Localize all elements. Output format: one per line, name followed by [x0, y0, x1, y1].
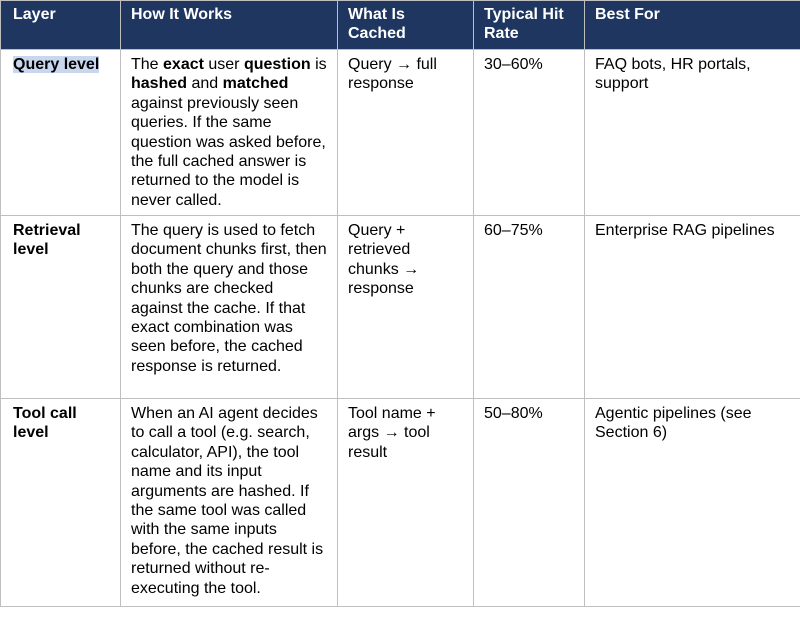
text-run: is	[310, 56, 327, 73]
what-is-cached-cell: Query + retrieved chunks → response	[338, 216, 474, 399]
table-row	[1, 216, 800, 399]
hit-rate-cell: 60–75%	[474, 216, 585, 399]
table-header-row	[1, 1, 800, 50]
how-it-works-cell	[121, 50, 338, 216]
text-run: against previously seen queries. If the same question was asked before, the full cached answer is returned to the model is never called.	[131, 94, 326, 209]
bold-text-run: question	[243, 56, 311, 73]
table-row	[1, 50, 800, 216]
bold-text-run: matched	[222, 75, 289, 93]
best-for-cell: Enterprise RAG pipelines	[585, 216, 800, 399]
what-is-cached-cell: Tool name + args → tool result	[338, 399, 474, 607]
bold-text-run: exact	[163, 56, 204, 73]
layer-cell	[1, 50, 121, 216]
hit-rate-cell: 30–60%	[474, 50, 585, 216]
table-row	[1, 399, 800, 607]
header-what-is-cached: What Is Cached	[338, 1, 474, 50]
what-is-cached-cell: Query → full response	[338, 50, 474, 216]
hit-rate-cell: 50–80%	[474, 399, 585, 607]
how-it-works-cell: When an AI agent decides to call a tool (e.g. search, calculator, API), the tool name and its input arguments are hashed. If the same tool was called with the same inputs before, the cached result is returned without re-executing the tool.	[121, 399, 338, 607]
selected-text-highlight[interactable]: Query level	[13, 56, 100, 73]
header-best-for: Best For	[585, 1, 800, 50]
text-run: The	[131, 56, 164, 73]
header-typical-hit-rate: Typical Hit Rate	[474, 1, 585, 50]
best-for-cell: FAQ bots, HR portals, support	[585, 50, 800, 216]
bold-text-run: hashed	[131, 75, 188, 93]
text-run: and	[187, 75, 223, 93]
best-for-cell: Agentic pipelines (see Section 6)	[585, 399, 800, 607]
how-it-works-cell: The query is used to fetch document chunks first, then both the query and those chunks are checked against the cache. If that exact combination was seen before, the cached response is returned.	[121, 216, 338, 399]
layer-cell: Retrieval level	[1, 216, 121, 399]
text-run: user	[203, 56, 244, 73]
layer-cell: Tool call level	[1, 399, 121, 607]
header-how-it-works: How It Works	[121, 1, 338, 50]
header-layer: Layer	[1, 1, 121, 50]
